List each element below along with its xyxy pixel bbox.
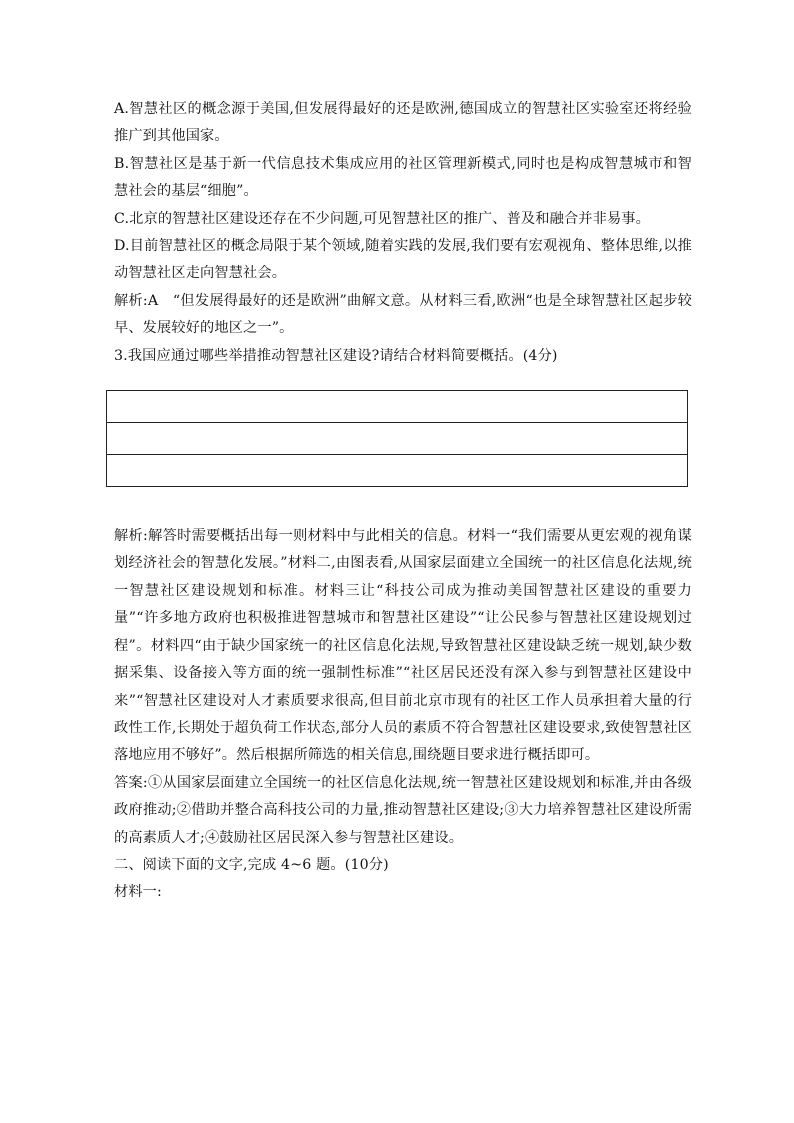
option-a: A.智慧社区的概念源于美国,但发展得最好的还是欧洲,德国成立的智慧社区实验室还将经验推广到其他国家。 <box>114 101 692 145</box>
answer-line[interactable] <box>107 423 687 455</box>
answer-question-3: 答案:①从国家层面建立全国统一的社区信息化法规,统一智慧社区建设规划和标准,并由各级政府推动;②借助并整合高科技公司的力量,推动智慧社区建设;③大力培养智慧社区建设所需的高素质人才;④鼓励社区居民深入参与智慧社区建设。 <box>114 774 692 846</box>
answer-line[interactable] <box>107 455 687 486</box>
spacer <box>114 370 692 390</box>
analysis-question-3: 解析:解答时需要概括出每一则材料中与此相关的信息。材料一“我们需要从更宏观的视角谋划经济社会的智慧化发展。”材料二,由图表看,从国家层面建立全国统一的社区信息化法规,统一智慧社区建设规划和标准。材料三让“科技公司成为推动美国智慧社区建设的重要力量”“许多地方政府也积极推进智慧城市和智慧社区建设”“让公民参与智慧社区建设规划过程”。材料四“由于缺少国家统一的社区信息化法规,导致智慧社区建设缺乏统一规划,缺少数据采集、设备接入等方面的统一强制性标准”“社区居民还没有深入参与到智慧社区建设中来”“智慧社区建设对人才素质要求很高,但目前北京市现有的社区工作人员承担着大量的行政性工作,长期处于超负荷工作状态,部分人员的素质不符合智慧社区建设要求,致使智慧社区落地应用不够好”。然后根据所筛选的相关信息,围绕题目要求进行概括即可。 <box>114 528 692 764</box>
answer-line[interactable] <box>107 391 687 423</box>
analysis-question-2: 解析:A “但发展得最好的还是欧洲”曲解文意。从材料三看,欧洲“也是全球智慧社区起步较早、发展较好的地区之一”。 <box>114 292 692 337</box>
option-c: C.北京的智慧社区建设还存在不少问题,可见智慧社区的推广、普及和融合并非易事。 <box>114 210 650 227</box>
spacer <box>114 487 692 523</box>
answer-box[interactable] <box>106 390 688 487</box>
option-d: D.目前智慧社区的概念局限于某个领域,随着实践的发展,我们要有宏观视角、整体思维,以推动智慧社区走向智慧社会。 <box>114 238 692 282</box>
document-page <box>114 96 692 907</box>
section-heading: 二、阅读下面的文字,完成 4~6 题。(10分) <box>114 856 389 873</box>
material-label: 材料一: <box>114 884 162 901</box>
question-3: 3.我国应通过哪些举措推动智慧社区建设?请结合材料简要概括。(4分) <box>114 347 558 364</box>
option-b: B.智慧社区是基于新一代信息技术集成应用的社区管理新模式,同时也是构成智慧城市和智慧社会的基层“细胞”。 <box>114 155 692 200</box>
